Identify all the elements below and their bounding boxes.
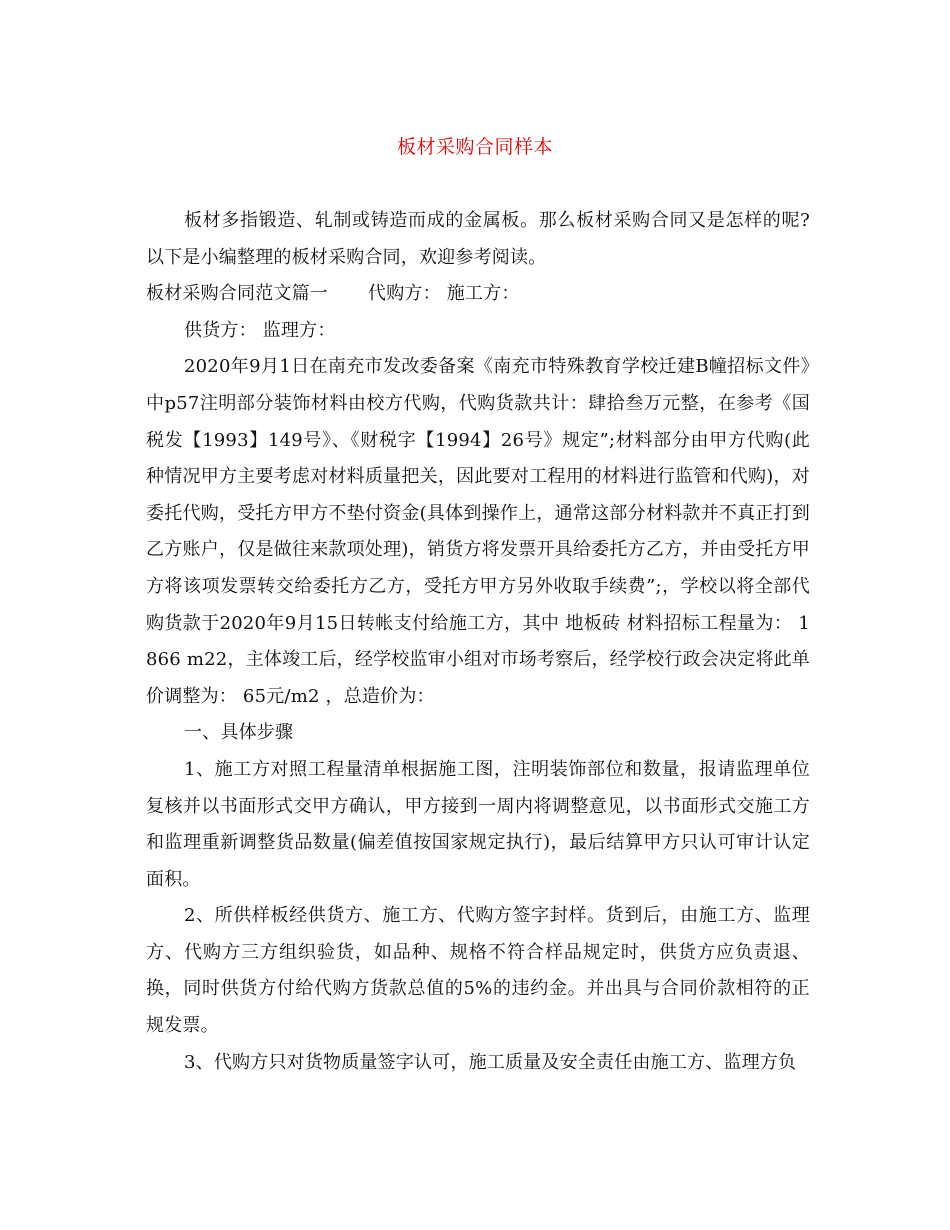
step-1-paragraph: 1、施工方对照工程量清单根据施工图，注明装饰部位和数量，报请监理单位复核并以书面形式交甲方确认，甲方接到一周内将调整意见，以书面形式交施工方和监理重新调整货品数量(偏差值按国家规定执行)，最后结算甲方只认可审计认定面积。 xyxy=(146,758,810,890)
buyer-contractor-labels: 代购方： 施工方： xyxy=(368,283,520,305)
document-body xyxy=(146,203,810,1081)
background-paragraph: 2020年9月1日在南充市发改委备案《南充市特殊教育学校迁建B幢招标文件》中p57注明部分装饰材料由校方代购，代购货款共计：肆拾叁万元整，在参考《国税发【1993】149号》、《财税字【1994】26号》规定”;材料部分由甲方代购(此种情况甲方主要考虑对材料质量把关，因此要对工程用的材料进行监管和代购)，对委托代购，受托方甲方不垫付资金(具体到操作上，通常这部分材料款并不真正打到乙方账户，仅是做往来款项处理)，销货方将发票开具给委托方乙方，并由受托方甲方将该项发票转交给委托方乙方，受托方甲方另外收取手续费”;，学校以将全部代购货款于2020年9月15日转帐支付给施工方，其中 地板砖 材料招标工程量为： 1866 m22，主体竣工后，经学校监审小组对市场考察后，经学校行政会决定将此单价调整为： 65元/m2 ，总造价为： xyxy=(146,356,810,707)
section-heading-steps: 一、具体步骤 xyxy=(184,722,294,744)
step-3-paragraph: 3、代购方只对货物质量签字认可，施工质量及安全责任由施工方、监理方负 xyxy=(184,1051,797,1073)
document-title: 板材采购合同样本 xyxy=(396,136,553,158)
supplier-supervisor-labels: 供货方： 监理方： xyxy=(184,319,336,341)
contract-heading: 板材采购合同范文篇一 xyxy=(146,283,328,305)
contract-heading-line xyxy=(146,276,810,313)
step-2-paragraph: 2、所供样板经供货方、施工方、代购方签字封样。货到后，由施工方、监理方、代购方三方组织验货，如品种、规格不符合样品规定时，供货方应负责退、换，同时供货方付给代购方货款总值的5%的违约金。并出具与合同价款相符的正规发票。 xyxy=(146,905,810,1037)
intro-paragraph: 板材多指锻造、轧制或铸造而成的金属板。那么板材采购合同又是怎样的呢?以下是小编整理的板材采购合同，欢迎参考阅读。 xyxy=(146,210,810,268)
